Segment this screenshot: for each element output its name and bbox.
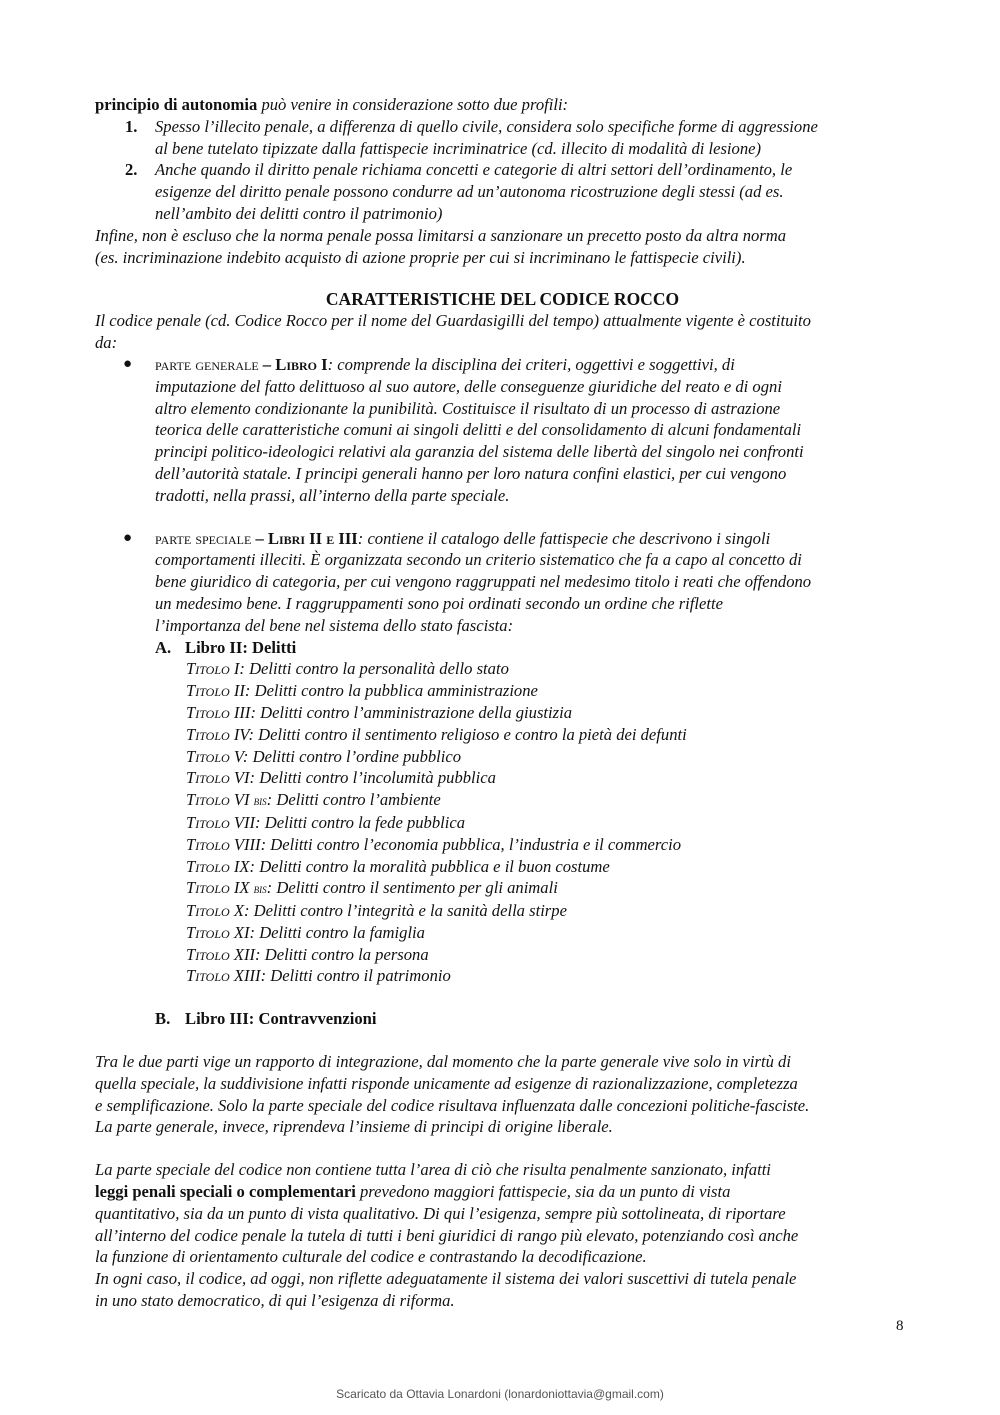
- titolo-bis: bis: [253, 793, 267, 809]
- text-line: In ogni caso, il codice, ad oggi, non riflette adeguatamente il sistema dei valori suscettivi di tutela penale: [95, 1269, 797, 1289]
- titolo-text: : Delitti contro l’ordine pubblico: [242, 746, 462, 766]
- titolo-text: : Delitti contro il sentimento religioso e contro la pietà dei defunti: [248, 724, 687, 744]
- integrazione-paragraph: [95, 1051, 910, 1138]
- titolo-item: [186, 922, 910, 944]
- titolo-number: III: [229, 702, 251, 722]
- text-line: principi politico-ideologici relativi ala garanzia del sistema delle libertà del singolo nei confronti: [155, 442, 804, 462]
- titolo-text: : Delitti contro l’integrità e la sanità della stirpe: [244, 901, 567, 921]
- titolo-number: IV: [229, 724, 249, 744]
- bullet-label: parte generale: [155, 354, 259, 374]
- titolo-text: : Delitti contro la fede pubblica: [255, 812, 466, 832]
- leggi-bold: leggi penali speciali o complementari: [95, 1182, 356, 1202]
- titolo-item: [186, 856, 910, 878]
- titolo-tag: Titolo: [186, 768, 230, 788]
- text-line: dell’autorità statale. I principi generali hanno per loro natura confini elastici, per cui vengono: [155, 463, 787, 483]
- titolo-item: [186, 746, 910, 768]
- text-line: quella speciale, la suddivisione infatti risponde unicamente ad esigenze di razionalizzazione, completezza: [95, 1073, 798, 1093]
- bullet-icon: ●: [123, 529, 133, 546]
- titolo-text: : Delitti contro la moralità pubblica e il buon costume: [249, 856, 610, 876]
- text-line: un medesimo bene. I raggruppamenti sono poi ordinati secondo un ordine che riflette: [155, 593, 723, 613]
- spacer: [95, 1138, 910, 1159]
- text-line: altro elemento condizionante la punibilità. Costituisce il risultato di un processo di astrazione: [155, 398, 781, 418]
- titolo-text: : Delitti contro l’incolumità pubblica: [249, 768, 496, 788]
- download-footer: Scaricato da Ottavia Lonardoni (lonardoniottavia@gmail.com): [336, 1387, 664, 1401]
- titolo-number: XII: [229, 944, 256, 964]
- titolo-item: [186, 965, 910, 987]
- titolo-number: XI: [229, 922, 250, 942]
- list-item: [95, 159, 910, 224]
- titolo-text: : Delitti contro il sentimento per gli animali: [266, 878, 558, 898]
- titolo-number: II: [229, 681, 245, 701]
- text-line: La parte speciale del codice non contiene tutta l’area di ciò che risulta penalmente sanzionato, infatti: [95, 1160, 771, 1180]
- list-number: 2.: [125, 160, 138, 180]
- bullet-text: : contiene il catalogo delle fattispecie che descrivono i singoli: [357, 528, 771, 548]
- libro3-heading: [95, 1008, 910, 1030]
- sub-label: A.: [155, 637, 172, 657]
- text-line: e semplificazione. Solo la parte speciale del codice risultava influenzata dalle concezioni politiche-fasciste.: [95, 1095, 810, 1115]
- page-number: 8: [896, 1318, 904, 1334]
- titolo-tag: Titolo: [186, 856, 230, 876]
- profili-list: [95, 116, 910, 225]
- titolo-number: VIII: [229, 834, 261, 854]
- titolo-tag: Titolo: [186, 659, 230, 679]
- titolo-text: : Delitti contro l’amministrazione della giustizia: [250, 702, 573, 722]
- infine-paragraph: [95, 225, 910, 269]
- titolo-tag: Titolo: [186, 681, 230, 701]
- titolo-text: : Delitti contro la famiglia: [249, 922, 425, 942]
- text-line: teorica delle caratteristiche comuni ai singoli delitti e del consolidamento di alcuni fondamentali: [155, 420, 802, 440]
- titolo-text: : Delitti contro la pubblica amministrazione: [244, 681, 538, 701]
- titolo-number: XIII: [229, 966, 261, 986]
- bullet-first-line: [155, 354, 910, 376]
- codice-intro: [95, 310, 910, 354]
- text-line: bene giuridico di categoria, per cui vengono raggruppati nel medesimo titolo i reati che offendono: [155, 572, 812, 592]
- leggi-paragraph: [95, 1159, 910, 1312]
- spacer: [95, 1030, 910, 1051]
- titolo-tag: Titolo: [186, 812, 230, 832]
- intro-paragraph: [95, 94, 910, 116]
- text-line: in uno stato democratico, di qui l’esigenza di riforma.: [95, 1291, 455, 1311]
- titolo-tag: Titolo: [186, 702, 230, 722]
- text-line: Infine, non è escluso che la norma penale possa limitarsi a sanzionare un precetto posto da altra norma: [95, 225, 787, 245]
- libro-label: Libro I: [275, 354, 328, 374]
- titolo-number: IX: [229, 856, 250, 876]
- dash: –: [251, 528, 268, 548]
- list-line: Anche quando il diritto penale richiama concetti e categorie di altri settori dell’ordinamento, le: [155, 160, 793, 180]
- list-line: esigenze del diritto penale possono condurre ad un’autonoma ricostruzione degli stessi (ad es.: [155, 182, 784, 202]
- titolo-item: [186, 702, 910, 724]
- list-line: al bene tutelato tipizzate dalla fattispecie incriminatrice (cd. illecito di modalità di lesione): [155, 138, 762, 158]
- text-line: quantitativo, sia da un punto di vista qualitativo. Di qui l’esigenza, sempre più sottolineata, di riportare: [95, 1203, 786, 1223]
- text-line: tradotti, nella prassi, all’interno della parte speciale.: [155, 485, 510, 505]
- list-number: 1.: [125, 116, 138, 136]
- titolo-text: : Delitti contro il patrimonio: [260, 966, 451, 986]
- titolo-text: : Delitti contro la personalità dello stato: [239, 659, 509, 679]
- titolo-tag: Titolo: [186, 878, 230, 898]
- text-line: la funzione di orientamento culturale del codice e contrastando la decodificazione.: [95, 1247, 647, 1267]
- titolo-item: [186, 834, 910, 856]
- text-line: Tra le due parti vige un rapporto di integrazione, dal momento che la parte generale vive solo in virtù di: [95, 1052, 791, 1072]
- bullet-text: : comprende la disciplina dei criteri, oggettivi e soggettivi, di: [327, 354, 735, 374]
- document-page: [95, 94, 910, 1312]
- titolo-number: V: [229, 746, 243, 766]
- titolo-item: [186, 812, 910, 834]
- sub-label: B.: [155, 1009, 171, 1029]
- titolo-tag: Titolo: [186, 834, 230, 854]
- titolo-text: : Delitti contro l’economia pubblica, l’industria e il commercio: [260, 834, 682, 854]
- text-line: Il codice penale (cd. Codice Rocco per il nome del Guardasigilli del tempo) attualmente vigente è costituito: [95, 311, 811, 331]
- libro2-heading: [95, 637, 910, 659]
- titolo-bis: bis: [253, 881, 267, 897]
- titoli-list: [95, 658, 910, 987]
- titolo-tag: Titolo: [186, 966, 230, 986]
- titolo-text: : Delitti contro l’ambiente: [266, 790, 441, 810]
- spacer: [95, 507, 910, 528]
- sub-title: Libro II: Delitti: [185, 637, 297, 657]
- text-line: La parte generale, invece, riprendeva l’insieme di principi di origine liberale.: [95, 1117, 613, 1137]
- titolo-tag: Titolo: [186, 790, 230, 810]
- dash: –: [258, 354, 276, 374]
- list-line: nell’ambito dei delitti contro il patrimonio): [155, 203, 443, 223]
- bullet-parte-speciale: [95, 528, 910, 637]
- section-heading: CARATTERISTICHE DEL CODICE ROCCO: [325, 289, 680, 310]
- titolo-text: : Delitti contro la persona: [255, 944, 429, 964]
- titolo-number: X: [229, 901, 244, 921]
- titolo-item: [186, 900, 910, 922]
- intro-text: può venire in considerazione sotto due profili:: [257, 95, 569, 114]
- titolo-item: [186, 767, 910, 789]
- bullet-first-line: [155, 528, 910, 550]
- text-line: da:: [95, 333, 118, 353]
- text-line: imputazione del fatto delittuoso al suo autore, delle conseguenze giuridiche del reato e di ogni: [155, 376, 782, 396]
- titolo-number: IX: [229, 878, 254, 898]
- bullet-parte-generale: [95, 354, 910, 507]
- titolo-item: [186, 658, 910, 680]
- text-line: all’interno del codice penale la tutela di tutti i beni giuridici di rango più elevato, potenziando così anche: [95, 1225, 799, 1245]
- bullet-label: parte speciale: [155, 528, 252, 548]
- list-line: Spesso l’illecito penale, a differenza di quello civile, considera solo specifiche forme di aggressione: [155, 116, 818, 136]
- bullet-icon: ●: [123, 355, 133, 372]
- titolo-item: [186, 877, 910, 900]
- leggi-rest: prevedono maggiori fattispecie, sia da un punto di vista: [355, 1182, 731, 1202]
- titolo-number: VI: [229, 790, 254, 810]
- text-line: comportamenti illeciti. È organizzata secondo un criterio sistematico che fa a capo al concetto di: [155, 550, 802, 570]
- list-item: [95, 116, 910, 160]
- libro-label: Libri II e III: [267, 528, 358, 548]
- titolo-item: [186, 944, 910, 966]
- titolo-item: [186, 789, 910, 812]
- spacer: [95, 987, 910, 1008]
- text-line: l’importanza del bene nel sistema dello stato fascista:: [155, 615, 514, 635]
- titolo-number: VII: [229, 812, 256, 832]
- titolo-item: [186, 724, 910, 746]
- titolo-tag: Titolo: [186, 746, 230, 766]
- titolo-tag: Titolo: [186, 922, 230, 942]
- titolo-number: VI: [229, 768, 250, 788]
- text-line: (es. incriminazione indebito acquisto di azione proprie per cui si incriminano le fattispecie civili).: [95, 247, 746, 267]
- intro-bold: principio di autonomia: [95, 95, 258, 114]
- titolo-tag: Titolo: [186, 944, 230, 964]
- titolo-tag: Titolo: [186, 724, 230, 744]
- titolo-number: I: [229, 659, 240, 679]
- titolo-tag: Titolo: [186, 901, 230, 921]
- titolo-item: [186, 680, 910, 702]
- sub-title: Libro III: Contravvenzioni: [185, 1009, 377, 1029]
- text-line: [95, 1181, 910, 1203]
